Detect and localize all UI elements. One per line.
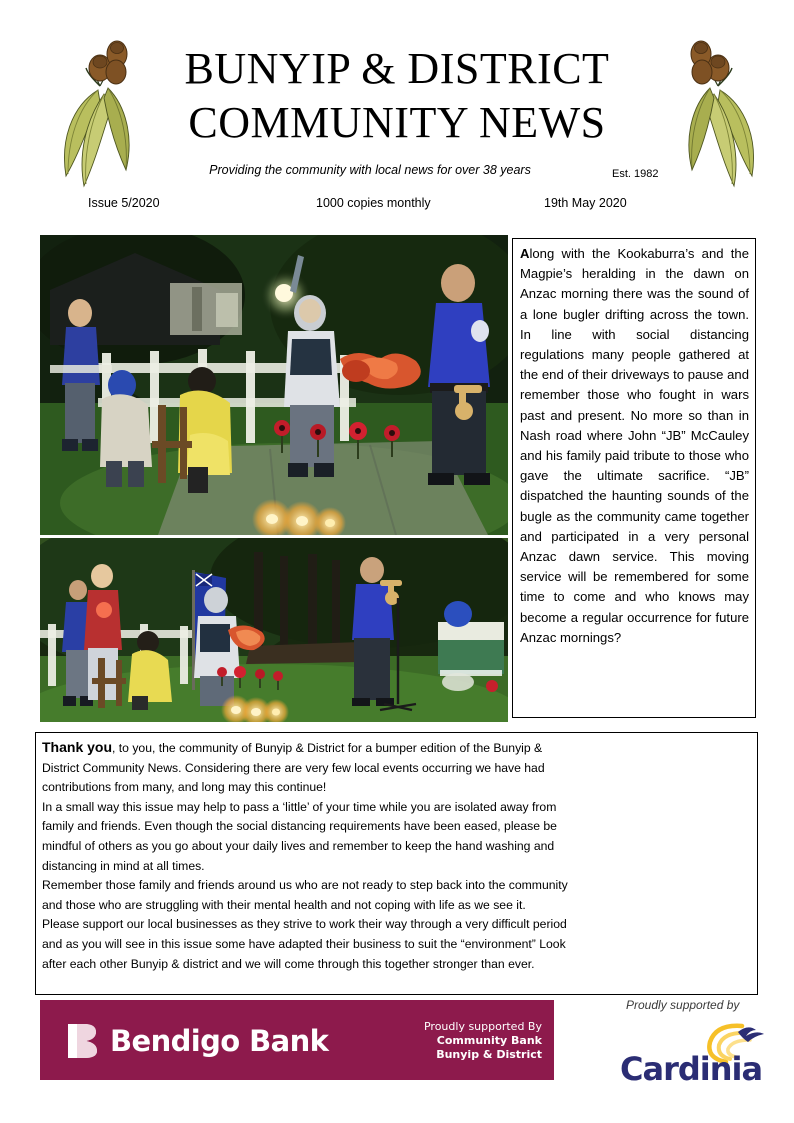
bendigo-bank-b-logo-icon: [66, 1022, 102, 1060]
cardinia-shire-logo: [600, 996, 786, 1096]
thank-you-box: [35, 732, 758, 995]
thank-you-paragraph-3: Remember those family and friends around us who are not ready to step back into the community and those who are struggling with their mental health and not coping with life as we see it.: [42, 878, 568, 912]
gum-leaf-ornament-left-icon: [42, 28, 174, 196]
cardinia-wordmark: Cardinia: [620, 1050, 763, 1088]
bendigo-support-line-1: Proudly supported By: [423, 1020, 542, 1033]
thank-you-paragraph-4: Please support our local businesses as they strive to work their way through a very difficult period and as you will see in this issue some have adapted their business to suit the “environment” Look after each other Bunyip & district and we will come through this together stronger than ever.: [42, 917, 567, 971]
anzac-dawn-service-photo-bottom: [40, 538, 508, 722]
page-title: [160, 42, 634, 150]
masthead-established: Est. 1982: [612, 168, 659, 180]
masthead-info-row: [0, 196, 794, 218]
bendigo-support-line-2: Community Bank: [436, 1034, 542, 1047]
bendigo-bank-banner: [40, 1000, 554, 1080]
lead-article-text: Along with the Kookaburra’s and the Magpie’s heralding in the dawn on Anzac morning there was the sound of a lone bugler drifting across the town. In line with social distancing regulations many people gathered at the end of their driveways to pause and remember those who fought in wars past and present. No more so than in Nash road where John “JB” McCauley and his family paid tribute to those who gave the ultimate sacrifice. “JB” dispatched the haunting sounds of the bugle as the community came together and participated in a very personal Anzac dawn service. This moving service will be remembered for some time to come and who knows may become a regular occurrence for future Anzac mornings?: [520, 246, 749, 645]
masthead-issue-number: Issue 5/2020: [88, 196, 160, 210]
masthead-publication-date: 19th May 2020: [544, 196, 627, 210]
masthead-title-line-1: BUNYIP & DISTRICT: [184, 44, 610, 93]
masthead-tagline: Providing the community with local news for over 38 years: [209, 163, 531, 177]
bendigo-bank-support-credit: [370, 1020, 542, 1062]
thank-you-text: [42, 738, 572, 974]
masthead-print-run: 1000 copies monthly: [316, 196, 431, 210]
bendigo-support-line-3: Bunyip & District: [436, 1048, 542, 1061]
lead-article-box: [512, 238, 756, 718]
thank-you-paragraph-1: [42, 738, 572, 798]
anzac-dawn-service-photo-top: [40, 235, 508, 535]
thank-you-paragraph-1-rest: , to you, the community of Bunyip & District for a bumper edition of the Bunyip & District Community News. Considering there are very few local events occurring we have had contributions from many, and long may this continue!: [42, 741, 545, 795]
cardinia-proudly-supported-text: Proudly supported by: [626, 998, 740, 1012]
gum-leaf-ornament-right-icon: [644, 28, 776, 196]
masthead-title-line-2: COMMUNITY NEWS: [188, 98, 606, 147]
thank-you-lead: Thank you: [42, 739, 113, 755]
thank-you-paragraph-2: In a small way this issue may help to pass a ‘little’ of your time while you are isolated away from family and friends. Even though the social distancing requirements have been eased, please be mindful of others as you go about your daily lives and remember to keep the hand washing and distancing in mind at all times.: [42, 799, 557, 873]
bendigo-bank-wordmark: Bendigo Bank: [110, 1024, 329, 1058]
masthead: [0, 0, 794, 222]
